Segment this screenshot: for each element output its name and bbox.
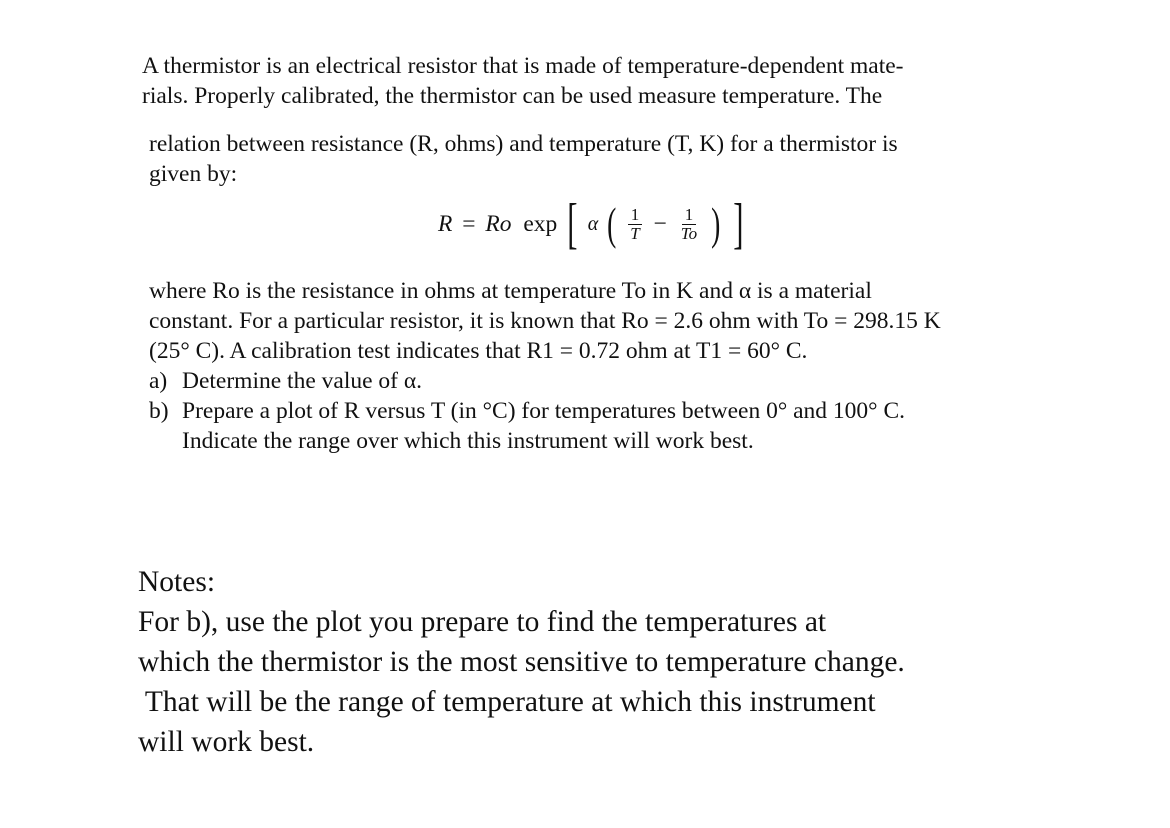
question-a <box>149 366 422 396</box>
equation-close-bracket: ] <box>733 193 744 255</box>
intro-line-1: A thermistor is an electrical resistor that is made of temperature-dependent mate- <box>142 53 904 79</box>
equation-equals: = <box>462 210 476 237</box>
notes-line-3: That will be the range of temperature at which this instrument <box>138 686 876 718</box>
equation-close-paren: ) <box>711 198 721 249</box>
relation-line-2: given by: <box>149 161 238 187</box>
question-b-continuation <box>182 426 754 456</box>
equation-open-bracket: [ <box>567 193 578 255</box>
equation-open-paren: ( <box>607 198 617 249</box>
fraction-2-denominator: To <box>680 223 698 243</box>
equation-alpha: α <box>587 212 599 235</box>
equation-fraction-2 <box>678 206 700 243</box>
equation-exp: exp <box>523 210 558 237</box>
problem-relation <box>149 129 1027 189</box>
question-b-marker: b) <box>149 398 169 424</box>
notes-line-2: which the thermistor is the most sensitive to temperature change. <box>138 646 905 678</box>
equation-minus: − <box>653 210 667 237</box>
equation-r0: Ro <box>485 210 512 237</box>
problem-where <box>149 276 1027 366</box>
question-b <box>149 396 1029 426</box>
equation-fraction-1 <box>627 206 642 243</box>
where-line-3: (25° C). A calibration test indicates that R1 = 0.72 ohm at T1 = 60° C. <box>149 338 808 364</box>
relation-line-1: relation between resistance (R, ohms) and temperature (T, K) for a thermistor is <box>149 131 898 157</box>
problem-intro <box>142 51 1032 111</box>
fraction-1-numerator: 1 <box>628 206 643 225</box>
fraction-2-numerator: 1 <box>682 206 697 225</box>
where-line-2: constant. For a particular resistor, it is known that Ro = 2.6 ohm with To = 298.15 K <box>149 308 941 334</box>
where-line-1: where Ro is the resistance in ohms at temperature To in K and α is a material <box>149 278 872 304</box>
question-a-marker: a) <box>149 368 168 394</box>
notes <box>138 562 1048 762</box>
question-b-line-2: Indicate the range over which this instrument will work best. <box>182 428 754 454</box>
notes-line-1: For b), use the plot you prepare to find the temperatures at <box>138 606 827 638</box>
thermistor-equation <box>438 193 748 262</box>
question-b-line-1: Prepare a plot of R versus T (in °C) for temperatures between 0° and 100° C. <box>182 398 906 424</box>
question-a-text: Determine the value of α. <box>182 368 423 394</box>
fraction-1-denominator: T <box>630 223 640 243</box>
intro-line-2: rials. Properly calibrated, the thermistor can be used measure temperature. The <box>142 83 883 109</box>
notes-heading: Notes: <box>138 566 216 598</box>
notes-line-4: will work best. <box>138 726 315 758</box>
equation-lhs: R <box>438 210 453 237</box>
